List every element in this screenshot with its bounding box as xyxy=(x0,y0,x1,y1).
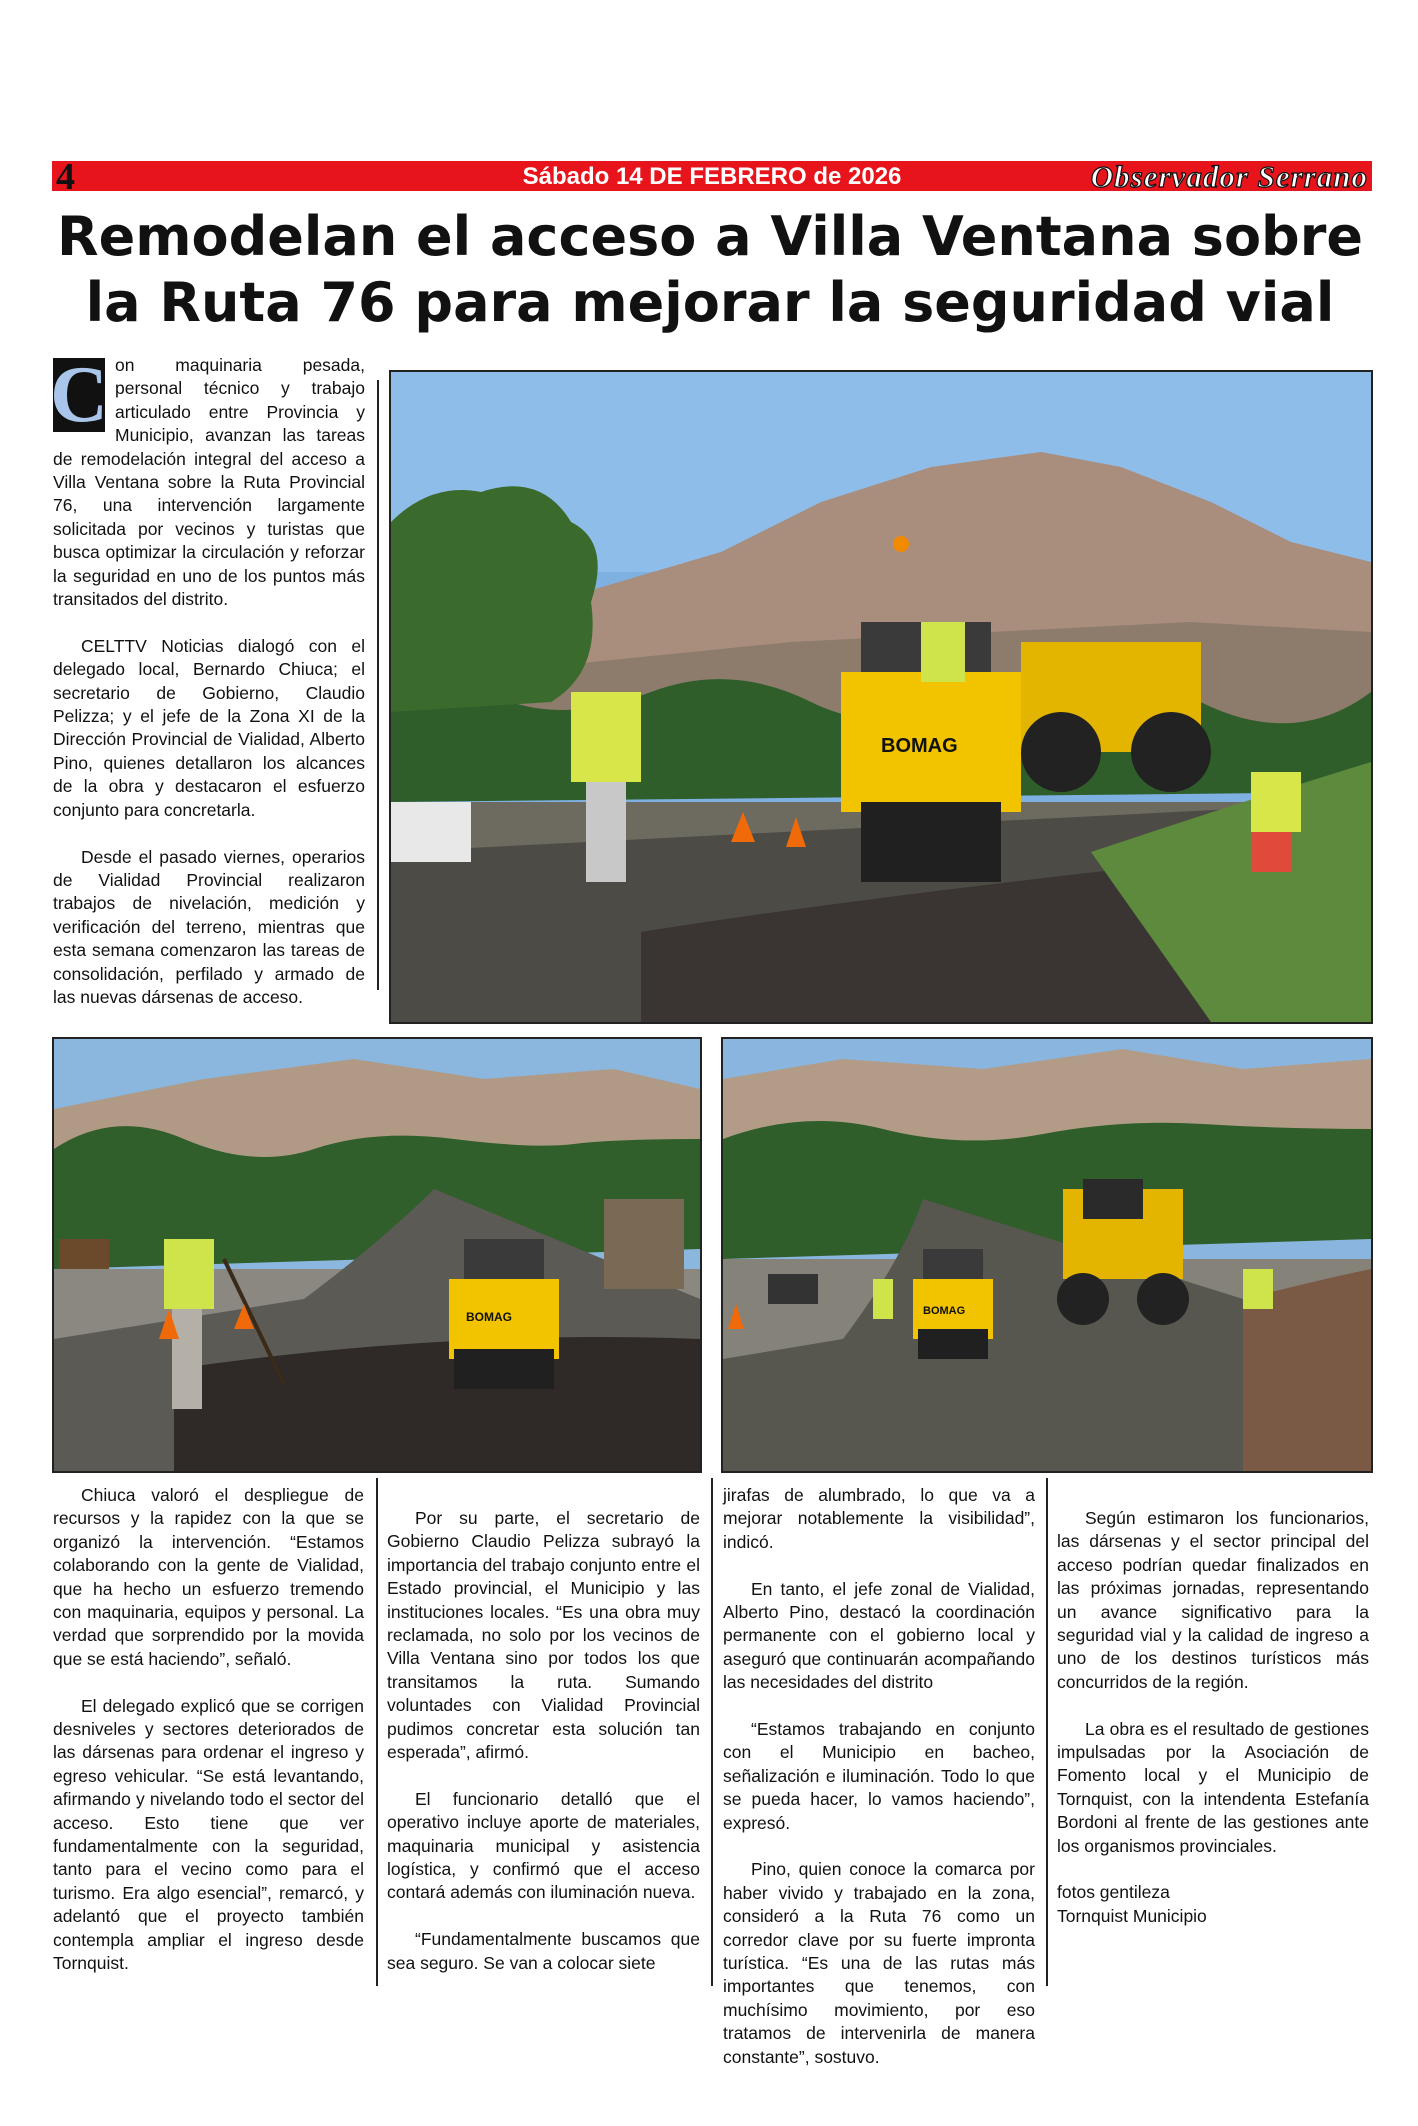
article-headline xyxy=(40,204,1380,336)
paragraph: Chiuca valoró el despliegue de recursos y la rapidez con la que se organizó la intervención. “Estamos colaborando con la gente de Vialidad, que ha hecho un esfuerzo tremendo con maquinaria, equipos y personal. La verdad que sorprendido por la movida que se está haciendo”, señaló. xyxy=(53,1485,364,1669)
paragraph: Pino, quien conoce la comarca por haber vivido y trabajado en la zona, consideró a la Ruta 76 como un corredor clave por su fuerte impronta turística. “Es una de las rutas más importantes que tenemos, con muchísimo movimiento, por eso tratamos de intervenirla de manera constante”, sostuvo. xyxy=(723,1859,1035,2067)
issue-date: Sábado 14 DE FEBRERO de 2026 xyxy=(522,163,902,190)
paragraph: La obra es el resultado de gestiones impulsadas por la Asociación de Fomento local y el Municipio de Tornquist, con la intendenta Estefanía Bordoni al frente de las gestiones ante los organismos provinciales. xyxy=(1057,1718,1369,1856)
column-divider xyxy=(377,380,379,990)
drop-cap: C xyxy=(50,351,108,439)
paragraph: jirafas de alumbrado, lo que va a mejorar notablemente la visibilidad”, indicó. xyxy=(723,1485,1035,1552)
intro-paragraph: C on maquinaria pesada, personal técnico y trabajo articulado entre Provincia y Municipio, avanzan las tareas de remodelación integral del acceso a Villa Ventana sobre la Ruta Provincial 76, una intervención largamente solicitada por vecinos y turistas que busca optimizar la circulación y reforzar la seguridad en uno de los puntos más transitados del distrito. xyxy=(50,351,365,610)
paragraph: El delegado explicó que se corrigen desniveles y sectores deteriorados de las dársenas para ordenar el ingreso y egreso vehicular. “Se está levantando, afirmando y nivelando todo el sector del acceso. Esto tiene que ver fundamentalmente con la seguridad, tanto para el vecino como para el turismo. Era algo esencial”, remarcó, y adelantó que el proyecto también contempla ampliar el ingreso desde Tornquist. xyxy=(53,1695,364,1974)
paragraph: En tanto, el jefe zonal de Vialidad, Alberto Pino, destacó la coordinación permanente con el gobierno local y aseguró que continuarán acompañando las necesidades del distrito xyxy=(723,1578,1035,1693)
page-header-bar xyxy=(52,156,1372,198)
page-number: 4 xyxy=(56,156,75,198)
column-divider xyxy=(1046,1478,1048,1986)
paragraph: Desde el pasado viernes, operarios de Vialidad Provincial realizaron trabajos de nivelación, medición y verificación del terreno, mientras que esta semana comenzaron las tareas de consolidación, perfilado y armado de las nuevas dársenas de acceso. xyxy=(53,846,365,1007)
main-photo-roadwork xyxy=(389,370,1373,1024)
photo-machinery-road xyxy=(721,1037,1373,1473)
intro-column xyxy=(50,351,365,1009)
text-column-2 xyxy=(387,1507,700,1975)
photo-worker-sweeping xyxy=(52,1037,702,1473)
headline-line-2: la Ruta 76 para mejorar la seguridad vial xyxy=(85,271,1335,334)
column-divider xyxy=(376,1478,378,1986)
text-column-1 xyxy=(53,1484,364,1976)
headline-line-1: Remodelan el acceso a Villa Ventana sobre xyxy=(57,205,1363,268)
text-column-3 xyxy=(723,1484,1035,2069)
paragraph: CELTTV Noticias dialogó con el delegado local, Bernardo Chiuca; el secretario de Gobierno, Claudio Pelizza; y el jefe de la Zona XI de la Dirección Provincial de Vialidad, Alberto Pino, quienes detallaron los alcances de la obra y destacaron el esfuerzo conjunto para concretarla. xyxy=(53,635,365,820)
roller-brand-label: BOMAG xyxy=(466,1310,512,1324)
text-column-4 xyxy=(1057,1507,1369,1928)
paragraph: Según estimaron los funcionarios, las dársenas y el sector principal del acceso podrían quedar finalizados en las próximas jornadas, representando un avance significativo para la seguridad vial y la calidad de ingreso a uno de los destinos turísticos más concurridos de la región. xyxy=(1057,1508,1369,1692)
paragraph: Por su parte, el secretario de Gobierno Claudio Pelizza subrayó la importancia del trabajo conjunto entre el Estado provincial, el Municipio y las instituciones locales. “Es una obra muy reclamada, no solo por los vecinos de Villa Ventana sino por todos los que transitamos la ruta. Sumando voluntades con Vialidad Provincial pudimos concretar esta solución tan esperada”, afirmó. xyxy=(387,1508,700,1763)
roller-brand-label: BOMAG xyxy=(881,735,958,757)
paragraph: El funcionario detalló que el operativo incluye aporte de materiales, maquinaria municipal y asistencia logística, y confirmó que el acceso contará además con iluminación nueva. xyxy=(387,1788,700,1903)
photo-credit: fotos gentileza Tornquist Municipio xyxy=(1057,1882,1207,1926)
roller-brand-label: BOMAG xyxy=(923,1305,966,1317)
column-divider xyxy=(711,1478,713,1986)
paragraph: “Fundamentalmente buscamos que sea seguro. Se van a colocar siete xyxy=(387,1929,700,1973)
paragraph: “Estamos trabajando en conjunto con el Municipio en bacheo, señalización e iluminación. Todo lo que se pueda hacer, lo vamos haciendo”, expresó. xyxy=(723,1719,1035,1833)
masthead-logo: Observador Serrano xyxy=(1090,159,1368,194)
